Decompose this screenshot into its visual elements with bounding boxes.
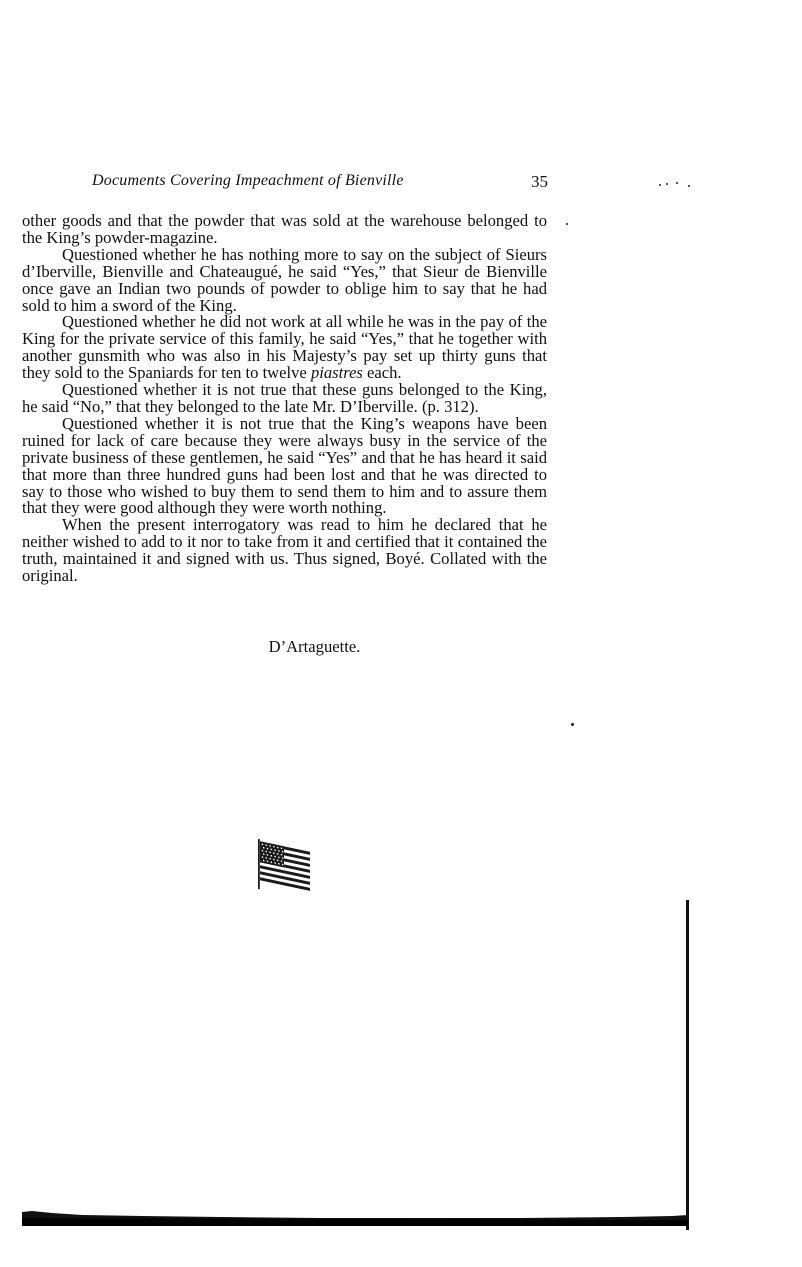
paragraph: [22, 382, 547, 416]
paragraph-text: other goods and that the powder that was sold at the warehouse belonged to the King’s powder-magazine.: [22, 211, 547, 247]
running-title: Documents Covering Impeachment of Bienville: [92, 172, 404, 189]
paragraph: [22, 244, 547, 315]
paragraph-text: When the present interrogatory was read to him he declared that he neither wished to add to it nor to take from it and certified that it contained the truth, maintained it and signed with us. Thus signed, Boyé. Collated with the original.: [22, 515, 547, 586]
speck-mark: [666, 183, 668, 185]
speck-mark: [676, 182, 678, 184]
speck-mark: [659, 184, 661, 186]
page-edge-line: [686, 900, 689, 1230]
running-head: [92, 172, 548, 194]
speck-mark: [571, 723, 574, 726]
american-flag-icon: [254, 838, 314, 896]
page-number: 35: [531, 172, 548, 191]
page-bottom-edge: [22, 1208, 688, 1226]
paragraph-text: Questioned whether it is not true that these guns belonged to the King, he said “No,” that they belonged to the late Mr. D’Iberville. (p. 312).: [22, 380, 547, 416]
paragraph-text: Questioned whether he did not work at all while he was in the pay of the King for the private service of this family, he said “Yes,” that he together with another gunsmith who was also in his Majesty’s pay set up thirty guns that they sold to the Spaniards for ten to twelve: [22, 312, 547, 383]
paragraph: [22, 413, 547, 518]
paragraph: [22, 213, 547, 247]
paragraph-text: Questioned whether he has nothing more to say on the subject of Sieurs d’Iberville, Bienville and Chateaugué, he said “Yes,” that Sieur de Bienville once gave an Indian two pounds of powder to oblige him to say that he had sold to him a sword of the King.: [22, 244, 547, 315]
paragraph: [22, 314, 547, 382]
paragraph-text: Questioned whether it is not true that the King’s weapons have been ruined for lack of care because they were always busy in the service of the private business of these gentlemen, he said “Yes” and that he has heard it said that more than three hundred guns had been lost and that he was directed to say to those who wished to buy them to send them to him and to assure them that they were good although they were worth nothing.: [22, 413, 547, 518]
speck-mark: [566, 223, 568, 225]
signature: D’Artaguette.: [268, 637, 361, 656]
paragraph-text: each.: [362, 363, 402, 383]
italic-term: piastres: [310, 363, 363, 383]
paragraph: [22, 517, 547, 585]
body-text: [22, 213, 547, 585]
speck-mark: [688, 185, 690, 187]
